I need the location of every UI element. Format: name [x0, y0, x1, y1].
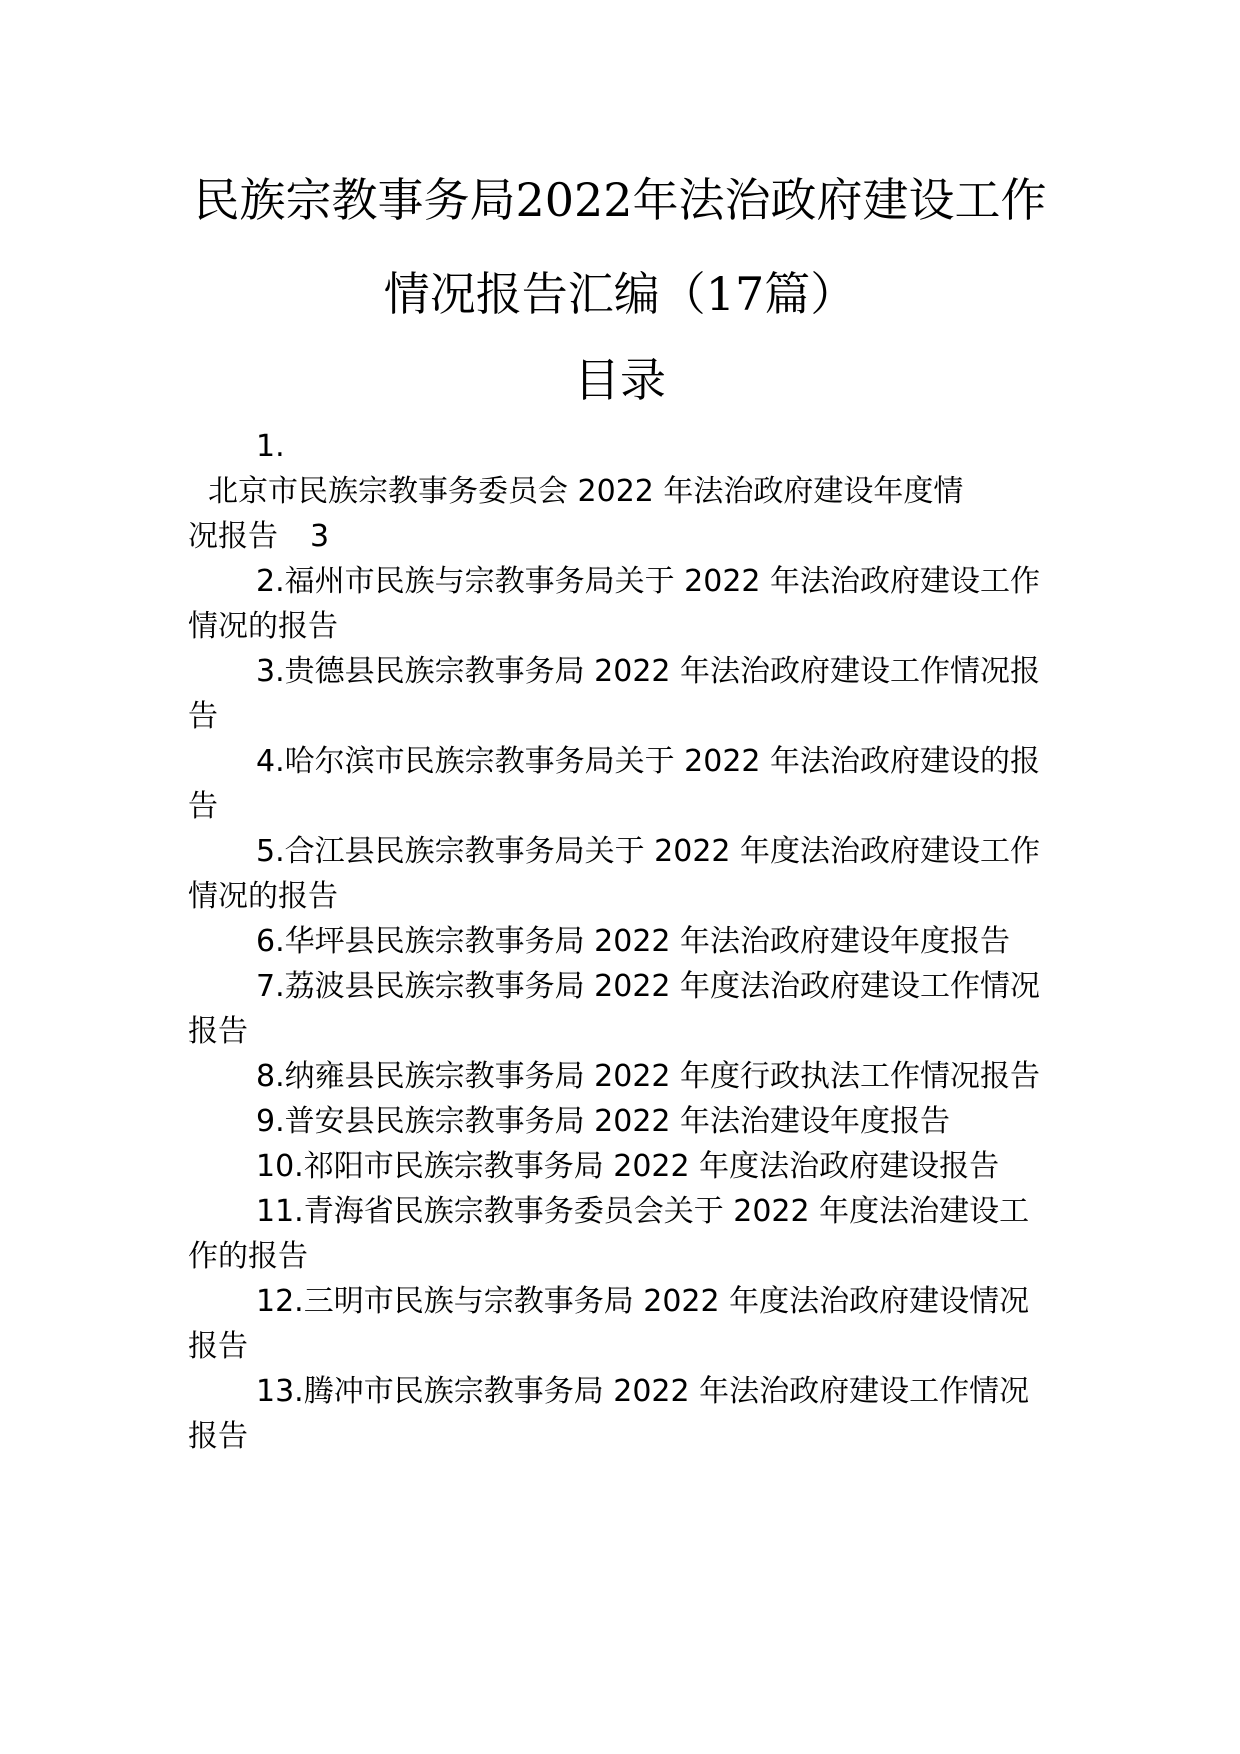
toc-item[interactable]: 9.普安县民族宗教事务局 2022 年法治建设年度报告: [256, 1104, 951, 1139]
toc-item[interactable]: 12.三明市民族与宗教事务局 2022 年度法治政府建设情况报告: [188, 1284, 1030, 1364]
title-text-b: 年法治政府建设工作: [632, 173, 1047, 227]
toc-item[interactable]: 13.腾冲市民族宗教事务局 2022 年法治政府建设工作情况报告: [188, 1374, 1030, 1454]
toc-item-list: [188, 559, 1058, 1459]
toc-item[interactable]: 11.青海省民族宗教事务委员会关于 2022 年度法治建设工作的报告: [188, 1194, 1030, 1274]
toc-item[interactable]: 2.福州市民族与宗教事务局关于 2022 年法治政府建设工作情况的报告: [188, 564, 1041, 644]
toc-item[interactable]: 10.祁阳市民族宗教事务局 2022 年度法治政府建设报告: [256, 1149, 1000, 1184]
toc-item-text: 北京市民族宗教事务委员会 2022 年法治政府建设年度情: [208, 474, 964, 509]
document-title-line-1: [0, 172, 1240, 228]
toc-item-text-continued: [188, 514, 1058, 559]
title-count: 17: [705, 267, 765, 321]
toc-heading: 目录: [574, 353, 666, 407]
toc-page-number: 3: [310, 519, 330, 554]
toc-item[interactable]: 6.华坪县民族宗教事务局 2022 年法治政府建设年度报告: [256, 924, 1011, 959]
toc-item[interactable]: 5.合江县民族宗教事务局关于 2022 年度法治政府建设工作情况的报告: [188, 834, 1041, 914]
table-of-contents: [188, 424, 1058, 1459]
toc-item[interactable]: 8.纳雍县民族宗教事务局 2022 年度行政执法工作情况报告: [256, 1059, 1041, 1094]
toc-item[interactable]: [188, 424, 1058, 559]
document-title-line-2: [0, 266, 1240, 322]
toc-item-number: 1.: [256, 429, 285, 464]
toc-item[interactable]: 7.荔波县民族宗教事务局 2022 年度法治政府建设工作情况报告: [188, 969, 1041, 1049]
title-text-c: 情况报告汇编（: [383, 267, 706, 321]
title-text-a: 民族宗教事务局: [193, 173, 516, 227]
title-year: 2022: [515, 173, 633, 227]
toc-item[interactable]: 4.哈尔滨市民族宗教事务局关于 2022 年法治政府建设的报告: [188, 744, 1041, 824]
title-text-d: 篇）: [764, 267, 857, 321]
toc-item-text-tail: 况报告: [188, 519, 278, 554]
toc-item[interactable]: 3.贵德县民族宗教事务局 2022 年法治政府建设工作情况报告: [188, 654, 1041, 734]
